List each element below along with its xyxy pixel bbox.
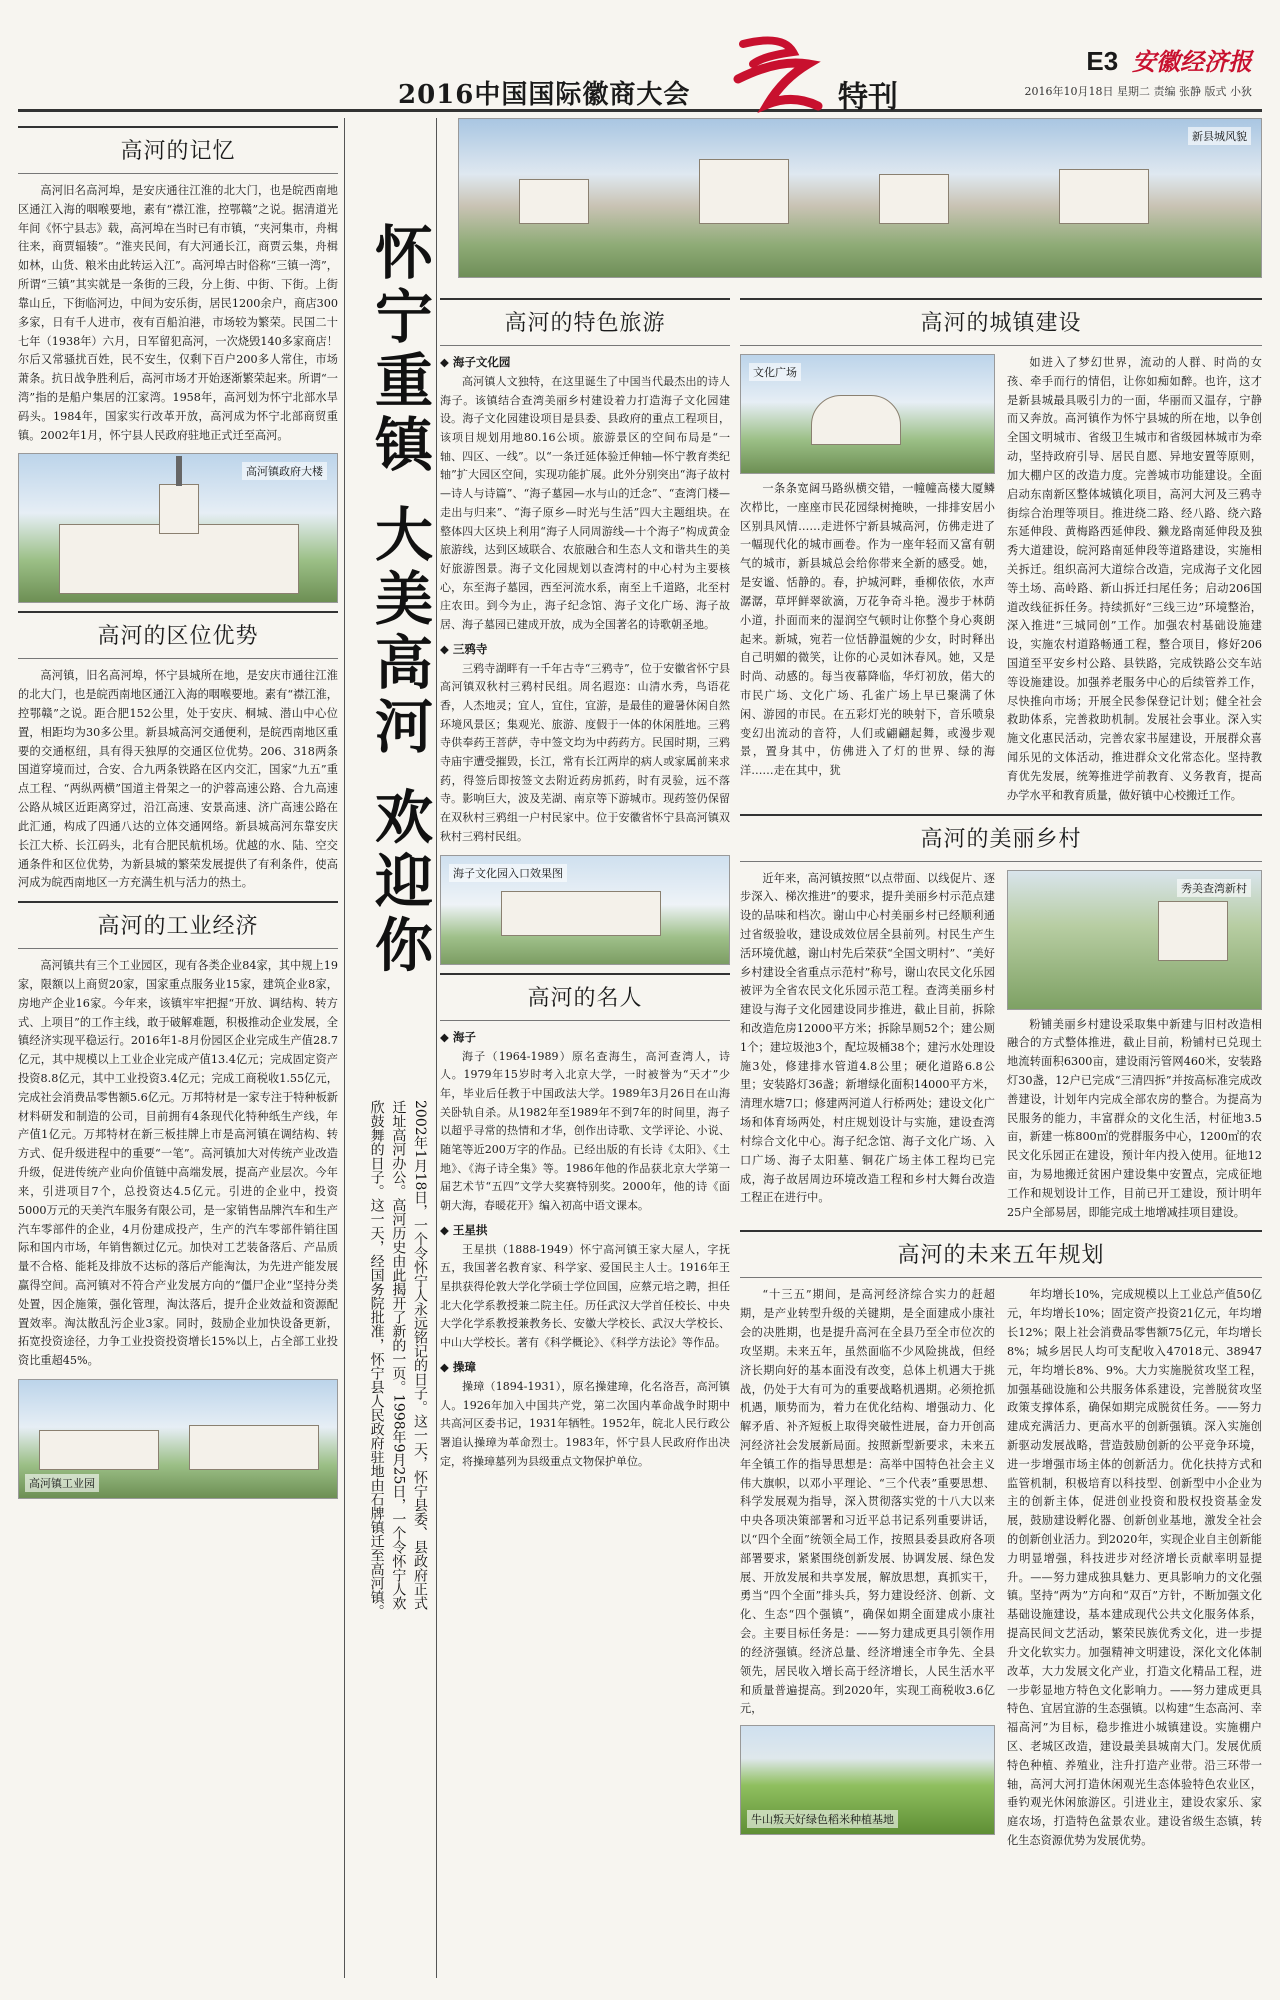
village-block [740, 870, 1262, 1223]
paper-name: 安徽经济报 [1132, 47, 1252, 76]
haizi-park-rendering [440, 855, 730, 965]
famous-subhead-haizi: ◆ 海子 [440, 1029, 730, 1045]
tourism-body-2: 三鸦寺湖畔有一千年古寺“三鸦寺”，位于安徽省怀宁县高河镇双秋村三鸦村民组。周名遐迩：山清水秀，鸟语花香，人杰地灵；宜人，宜住，宜游，是最佳的避暑休闲自然环境风景区；集观光、旅游、度假于一体的休闲胜地。三鸦寺供奉药王菩萨，寺中签文均为中药药方。民国时期，三鸦寺庙宇遭受摧毁，长江，常有长江两岸的病人或家属前来求药，得签后即按签文去附近药房抓药，时有灵验，远不落寺。影响巨大，波及芜湖、南京等下游城市。现药签仍保留在双秋村三鸦组一户村民家中。位于安徽省怀宁县高河镇双秋村三鸦村民组。 [440, 661, 730, 843]
headline-subtext: 2002年1月18日，一个令怀宁人永远铭记的日子。这一天，怀宁县委、县政府正式迁址高河办公。高河历史由此揭开了新的一页。1998年9月25日，一个令怀宁人欢欣鼓舞的日子。这一天，经国务院批准，怀宁县人民政府驻地由石牌镇迁至高河镇。 [368, 1100, 428, 1618]
town-block [740, 354, 1262, 806]
plan-body-right: 年均增长10%，完成规模以上工业总产值50亿元，年均增长10%；固定资产投资21亿元，年均增长12%；限上社会消费品零售额75亿元，年均增长8%；城乡居民人均可支配收入47018元、38947元，年均增长8%、9%。大力实施脱贫攻坚工程，加强基础设施和公共服务体系建设，完善脱贫攻坚政策支撑体系，确保如期完成脱贫任务。——努力建成充满活力、更高水平的创新强镇。深入实施创新驱动发展战略，营造鼓励创新的公平竞争环境，进一步增强市场主体的创新活力。优化扶持方式和监管机制，积极培育以科技型、创新型中小企业为主的创新主体，促进创业投资和股权投资基金发展，鼓励建设孵化器、创新创业基地，激发全社会的创新创业活力。到2020年，实现企业自主创新能力明显增强，科技进步对经济增长贡献率明显提升。——努力建成独具魅力、更具影响力的文化强镇。坚持“两为”方向和“双百”方针，不断加强文化基础设施建设，基本建成现代公共文化服务体系，提高民间文艺活动，繁荣民族优秀文化，进一步提升文化软实力。加强精神文明建设，深化文化体制改革，大力发展文化产业，打造文化精品工程，进一步彰显地方特色文化影响力。——努力建成更具特色、宜居宜游的生态强镇。以构建“生态高河、幸福高河”为目标，稳步推进小城镇建设。实施棚户区、老城区改造，建设最美县城南大门。发展优质特色种植、养殖业，注升打造产业带。沿三环带一轴，高河大河打造休闲观光生态体验特色农业区，垂钓观光休闲旅游区。引进业主，建设农家乐、家庭农场，打造特色盆景农业。建设省级生态镇，转化生态资源优势为发展优势。 [1007, 1288, 1262, 1847]
park-photo-caption: 高河镇工业园 [25, 1474, 99, 1492]
masthead-title: 2016中国国际徽商大会 [398, 80, 691, 110]
section-title-town: 高河的城镇建设 [740, 298, 1262, 346]
tourism-body-1: 高河镇人文独特，在这里诞生了中国当代最杰出的诗人海子。该镇结合查湾美丽乡村建设着力打造海子文化园建设。海子文化园建设项目是县委、县政府的重点工程项目，该项目规划用地80.16公顷。旅游景区的空间布局是“一轴、四区、一线”。以“一条迁延体验迁伸轴—怀宁教育类纪轴”扩大园区空间，实现功能扩展。此外分别突出“海子故村—诗人与诗篇”、“海子墓园—水与山的迁念”、“查湾门楼—走出与归来”、“海子原乡—时光与生活”四大主题组块。在整体四大区块上利用“海子人同周游线—十个海子”构成黄金旅游线，达到区域联合、农旅融合和生态人文和谐共生的美好旅游图景。海子文化园规划以查湾村的中心村为主要核心，东至海子墓园，西至河流水系，南至上千道路，北至村庄农田。到今为止，海子纪念馆、海子文化广场、海子故居、海子墓园已建成开放，成为全国著名的诗歌朝圣地。 [440, 375, 730, 631]
right-column [740, 290, 1262, 1851]
conference-logo-icon [723, 34, 833, 114]
middle-column [440, 290, 730, 1471]
culture-square-photo [740, 354, 995, 474]
rice-base-photo [740, 1725, 995, 1835]
masthead [18, 12, 1262, 115]
plan-body-left: “十三五”期间，是高河经济综合实力的赶超期，是产业转型升级的关键期，是全面建成小康社会的决胜期，也是提升高河在全县乃至全市位次的攻坚期。未来五年，虽然面临不少风险挑战，但经济长期向好的基本面没有改变，总体上机遇大于挑战，仍处于大有可为的重要战略机遇期。必须抢抓机遇，顺势而为，着力在优化结构、增强动力、化解矛盾、补齐短板上取得突破性进展，奋力开创高河经济社会发展新局面。按照新型新要求，未来五年全镇工作的指导思想是：高举中国特色社会主义伟大旗帜，以邓小平理论、“三个代表”重要思想、科学发展观为指导，深入贯彻落实党的十八大以来中央各项决策部署和习近平总书记系列重要讲话，以“四个全面”统领全局工作，按照县委县政府各项部署要求，紧紧围绕创新发展、协调发展、绿色发展、开放发展和共享发展，解放思想，真抓实干，勇当“四个全面”排头兵，努力建设经济、创新、文化、生态“四个强镇”，确保如期全面建成小康社会。主要目标任务是：——努力建成更具引领作用的经济强镇。经济总量、经济增速全市争先、全县领先，居民收入增长高于经济增长，人民生活水平和质量普遍提高。到2020年，实现工商税收3.6亿元， [740, 1288, 995, 1716]
culture-square-caption: 文化广场 [749, 363, 801, 381]
section-title-tourism: 高河的特色旅游 [440, 298, 730, 346]
section-title-location: 高河的区位优势 [18, 611, 338, 659]
column-rule [436, 118, 437, 1978]
page-number: E3 [1086, 46, 1119, 76]
masthead-right [1025, 42, 1252, 99]
famous-body-2: 王星拱（1888-1949）怀宁高河镇王家大屋人，字抚五，我国著名教育家、科学家、爱国民主人士。1916年王星拱获得伦敦大学化学硕士学位回国，应蔡元培之聘，担任北大化学系教授兼二院主任。历任武汉大学首任校长、中央大学化学系教授兼教务长、安徽大学校长、武汉大学校长、中山大学校长。著有《科学概论》、《科学方法论》等作品。 [440, 1242, 730, 1350]
famous-subhead-wang: ◆ 王星拱 [440, 1222, 730, 1238]
town-body-left: 一条条宽阔马路纵横交错，一幢幢高楼大厦鳞次栉比，一座座市民花园绿树掩映，一排排安居小区别具风情……走进怀宁新县城高河，仿佛走进了一幅现代化的城市画卷。作为一座年轻而又富有朝气的城市，新县城总会给你带来全新的感受。她，是安谧、恬静的。春，护城河畔，垂柳依依，水声潺潺，草坪鲜翠欲滴，万花争奇斗艳。漫步于林荫小道，扑面而来的湿润空气顿时让你整个身心爽朗起来。新城，宛若一位恬静温婉的少女，时时释出自己明媚的微笑，让你的心灵如沐春风。她，又是时尚、动感的。每当夜幕降临，华灯初放，偌大的市民广场、文化广场、孔雀广场上早已聚满了休闲、游园的市民。在五彩灯光的映射下，音乐喷泉变幻出流动的音符，人们或翩翩起舞，或漫步观景，置身其中，仿佛进入了灯的世界、绿的海洋……走在其中，犹 [740, 482, 995, 778]
gov-building-photo [18, 453, 338, 603]
section-title-memory: 高河的记忆 [18, 126, 338, 174]
location-body: 高河镇，旧名高河埠，怀宁县城所在地，是安庆市通往江淮的北大门，也是皖西南地区通江入海的咽喉要地。素有“襟江淮，控鄂赣”之说。距合肥152公里，处于安庆、桐城、潜山中心位置，相距均为30多公里。新县城高河交通便利，是皖西南地区重要的交通枢纽，具有得天独厚的交通区位优势。206、318两条国道穿境而过，合安、合九两条铁路在区内交汇，国家“九五”重点工程、“两纵两横”国道主骨架之一的沪蓉高速公路、合九高速公路从城区近距离穿过，沿江高速、安景高速、济广高速公路在此汇通，构成了四通八达的立体交通网络。新县城高河东靠安庆长江大桥、长江码头，北有合肥民航机场。优越的水、陆、空交通条件和区位优势，为新县城的繁荣发展提供了有利条件，使高河成为皖西南地区一方充满生机与活力的热土。 [18, 669, 338, 890]
main-headline: 怀宁重镇 大美高河 欢迎你 [365, 221, 433, 979]
industrial-park-photo [18, 1379, 338, 1499]
section-title-village: 高河的美丽乡村 [740, 814, 1262, 862]
industry-body: 高河镇共有三个工业园区，现有各类企业84家，其中规上19家，限额以上商贸20家，国家重点服务业15家，建筑企业8家，房地产企业16家。今年来，该镇牢牢把握“开放、调结构、转方式、上项目”的工作主线，敢于破解难题，积极推动企业发展，全镇经济实现平稳运行。2016年1-8月份园区企业完成生产值28.7亿元，其中规模以上工业企业完成产值13.4亿元；完成固定资产投资8.8亿元，其中工业投资3.4亿元；完成工商税收1.55亿元，完成社会消费品零售额5.6亿元。万邦特材是一家专注于特种板新材料研发和制造的公司，目前拥有4条现代化特种纸生产线，年产值1亿元。万邦特材在新三板挂牌上市是高河镇在调结构、转方式、促升级进程中的重要“一笔”。高河镇加大对传统产业改造升级，促进传统产业向价值链中高端发展，提高产业层次。今年来，引进项目7个，总投资达4.5亿元。引进的企业中，投资5000万元的天美汽车服务有限公司，是一家销售品牌汽车和生产汽车零部件的企业，4月份建成投产，生产的汽车零部件销往国际和国内市场，年销售额过亿元。加快对工艺装备落后、产品质量不合格、能耗及排放不达标的落后产能淘汰，为先进产能发展赢得空间。高河镇对不符合产业发展方向的“僵尸企业”坚持分类处置，因企施策，强化管理，淘汰落后，提升企业效益和资源配置效率。淘汰散乱污企业3家。同时，鼓励企业加快设备更新，拓宽投资途径，力争工业投资投资增长15%以上，占全部工业投资比重超45%。 [18, 959, 338, 1368]
gov-photo-caption: 高河镇政府大楼 [242, 462, 327, 480]
village-body-left: 近年来，高河镇按照“以点带面、以线促片、逐步深入、梯次推进”的要求，提升美丽乡村示范点建设的品味和档次。谢山中心村美丽乡村已经顺利通过省级验收，建设成效位居全县前列。村民生产生活环境优越，谢山村先后荣获“全国文明村”、“美好乡村建设全省重点示范村”称号，谢山农民文化乐园被评为全省农民文化乐园示范工程。查湾美丽乡村建设与海子文化园建设同步推进，截止目前，拆除和改造危房12000平方米；拆除旱厕52个；建公厕1个；建垃圾池3个，配垃圾桶38个；建污水处理设施3处，修建排水管道4.8公里；硬化道路6.8公里；安装路灯36盏；新增绿化面积14000平方米，清理水塘7口；修建两河道人行桥两处；建设文化广场和体育场两处，村庄规划设计与实施，建设查湾村综合文化中心。海子纪念馆、海子文化广场、入口广场、海子太阳墓、铜花广场主体工程均已完成，海子故居周边环境改造工程和乡村大舞台改造工程正在进行中。 [740, 871, 995, 1205]
famous-body-1: 海子（1964-1989）原名查海生，高河查湾人，诗人。1979年15岁时考入北京大学，一时被誉为“天才”少年，毕业后任教于中国政法大学。1989年3月26日在山海关卧轨自杀。从1982年至1989年不到7年的时间里，海子以超乎寻常的热情和才华，创作出诗歌、文学评论、小说、随笔等近200万字的作品。已经出版的有长诗《太阳》、《土地》、《海子诗全集》等。1986年他的作品获北京大学第一届艺术节“五四”文学大奖赛特别奖。2000年，他的诗《面朝大海，春暖花开》编入初高中语文课本。 [440, 1049, 730, 1212]
plan-block [740, 1286, 1262, 1850]
rice-photo-caption: 牛山叛天好绿色稻米种植基地 [747, 1810, 898, 1828]
village-photo-caption: 秀美查湾新村 [1177, 879, 1251, 897]
village-body-right: 粉铺美丽乡村建设采取集中新建与旧村改造相融合的方式整体推进，截止目前，粉铺村已兑现土地流转面积6300亩，建设雨污管网460米，安装路灯30盏，12户已完成“三清四拆”并按高标准完成改善建设，计划年内完成全部农房的整合。为提高为民服务的能力，丰富群众的文化生活，村征地3.5亩，新建一栋800㎡的党群服务中心，1200㎡的农民文化乐园正在建设，预计年内投入使用。征地12亩，为易地搬迁贫困户建设集中安置点，完成征地工作和规划设计工作，目前已开工建设，预计明年25户全部易居，即能完成土地增减挂项目建设。 [1007, 1017, 1262, 1219]
column-rule [344, 118, 345, 1978]
memory-body: 高河旧名高河埠，是安庆通往江淮的北大门，也是皖西南地区通江入海的咽喉要地，素有“襟江淮，控鄂赣”之说。据清道光年间《怀宁县志》载，高河埠在当时已有市镇，“夹河集市，舟楫往来，商贾辐辏”。“淮夹民间，有大河通长江，商贾云集，舟楫如林，山货、粮米由此转运入江”。高河埠古时俗称“三镇一湾”，所谓“三镇”其实就是一条街的三段，分上街、中街、下街。上街靠山丘，下街临河边，中间为安乐街，居民1200余户，商店300多家，日有千人进市，夜有百船泊港，市场较为繁荣。民国二十七年（1938年）六月，日军留犯高河，一次烧毁140多家商店！尔后又常骚扰百姓，民不安生，仅剩下百户200多人常住，市场萧条。抗日战争胜利后，高河市场才开始逐渐繁荣起来。所谓“一湾”指的是船户集居的江家湾。1958年，高河划为怀宁北部水旱码头。1984年，国家实行改革开放，高河成为怀宁北部商贸重镇。2002年1月，怀宁县人民政府驻地正式迁至高河。 [18, 184, 338, 442]
section-title-famous: 高河的名人 [440, 973, 730, 1021]
tourism-subhead-haizi-park: ◆ 海子文化园 [440, 354, 730, 370]
masthead-special: 特刊 [838, 80, 898, 115]
town-body-right: 如进入了梦幻世界，流动的人群、时尚的女孩、牵手而行的情侣，让你如痴如醉。也许，这才是新县城最具吸引力的一面，华丽而又温存，宁静而又奔放。高河镇作为怀宁县城的所在地，以争创全国文明城市、省级卫生城市和省级园林城市为牵动，坚持政府引导、居民自愿、异地安置等原则，加大棚户区的改造力度。完善城市功能建设。全面启动东南新区整体城镇化项目，高河大河及三鸦寺街综合治理等项目。推进绕二路、经八路、绕六路东延伸段、黄梅路西延伸段、獭龙路南延伸段及独秀大道建设，皖河路南延伸段等道路建设，实施相关拆迁。组织高河大道综合改造，完成海子文化园等土场、高岭路、新山拆迁扫尾任务；启动206国道改线征拆任务。持续抓好“三线三边”环境整治，深入推进“三城同创”工作。加强农村基础设施建设，实施农村道路畅通工程，整合项目，修好206国道至平安乡村公路、县铁路，完成铁路公交车站等设施建设。加强养老服务中心的后续管养工作，尽快推向市场；开展全民参保登记计划；健全社会救助体系，完善救助机制。发展社会事业。深入实施文化惠民活动，完善农家书屋建设，开展群众喜闻乐见的文体活动，推进群众文化常态化。坚持教育优先发展，统筹推进学前教育、义务教育，提高办学水平和教育质量，做好镇中心校搬迁工作。 [1007, 356, 1262, 802]
famous-body-3: 操璋（1894-1931），原名操建璋，化名洛吾，高河镇人。1926年加入中国共产党，第二次国内革命战争时期中共高河区委书记，1931年牺牲。1952年，皖北人民行政公署追认操璋为革命烈士。1983年，怀宁县人民政府作出决定，将操璋墓列为县级重点文物保护单位。 [440, 1379, 730, 1468]
section-title-industry: 高河的工业经济 [18, 901, 338, 949]
section-title-plan: 高河的未来五年规划 [740, 1230, 1262, 1278]
rendering-caption: 海子文化园入口效果图 [449, 864, 567, 882]
famous-subhead-cao: ◆ 操璋 [440, 1359, 730, 1375]
village-photo [1007, 870, 1262, 1010]
new-county-photo [458, 118, 1262, 278]
issue-meta: 2016年10月18日 星期二 责编 张静 版式 小狄 [1024, 85, 1252, 98]
top-photo-caption: 新县城风貌 [1188, 127, 1251, 145]
left-column [18, 118, 338, 1499]
tourism-subhead-sanya-temple: ◆ 三鸦寺 [440, 641, 730, 657]
